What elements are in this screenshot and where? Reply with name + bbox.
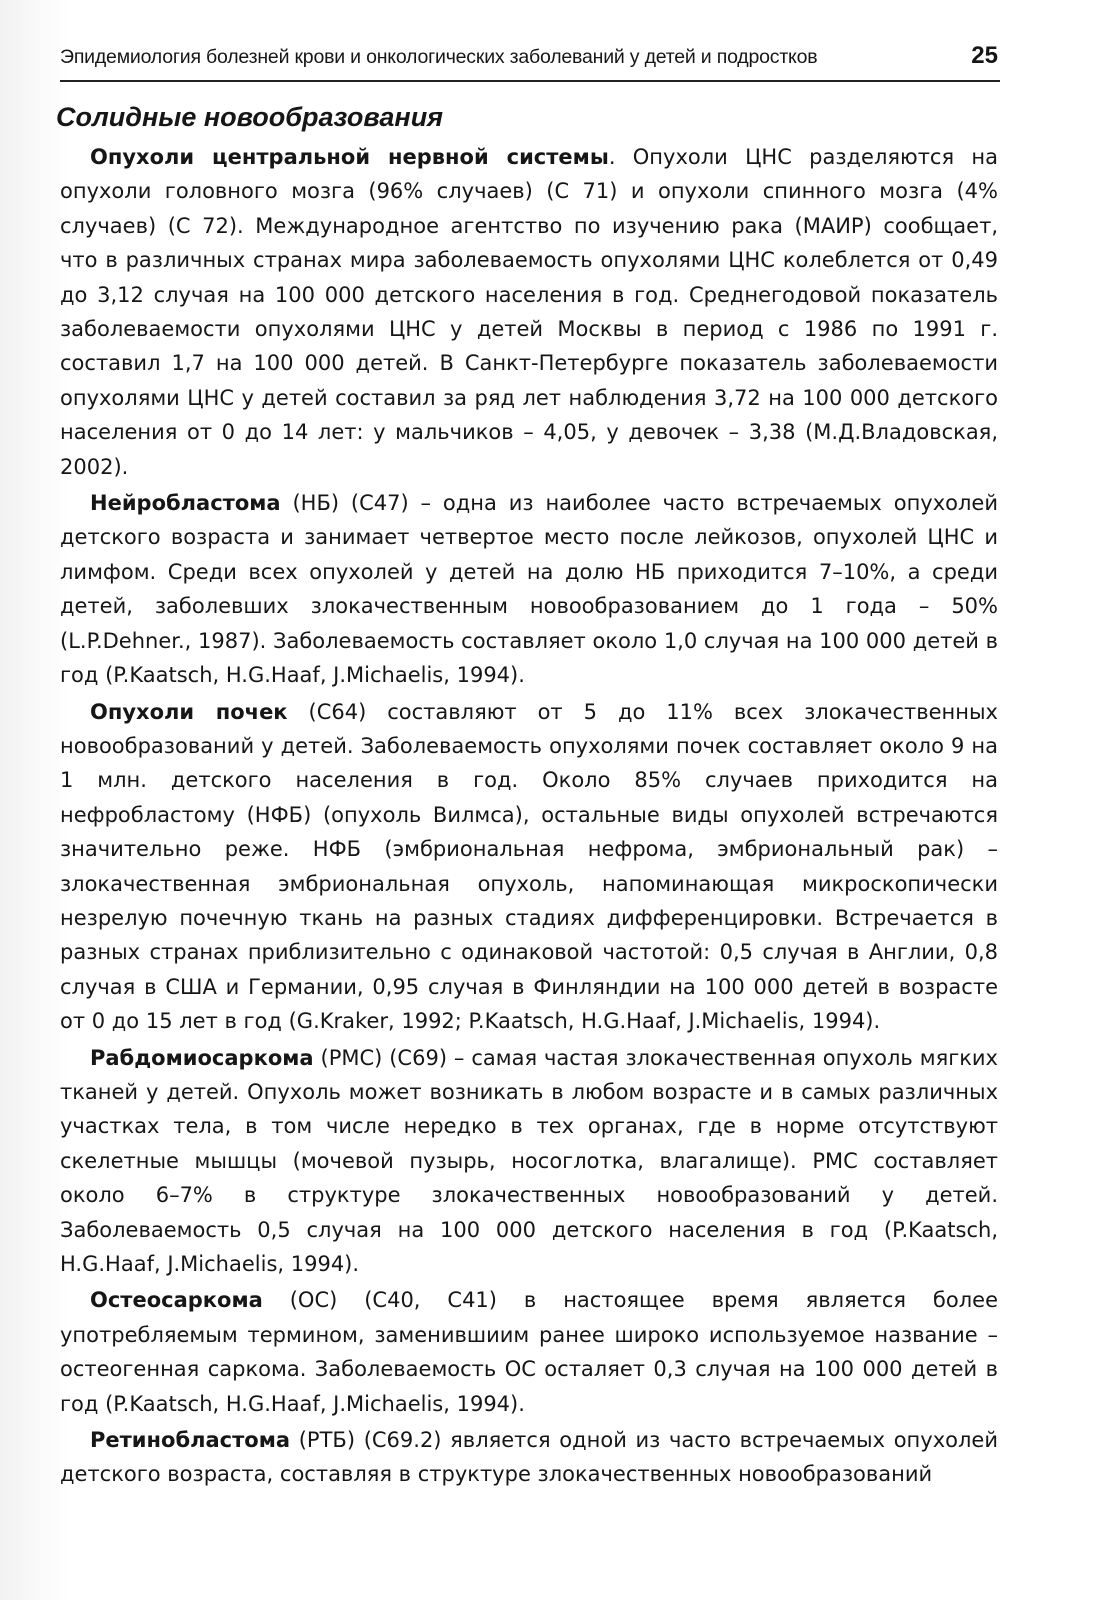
term-kidney-tumors: Опухоли почек xyxy=(90,699,288,724)
paragraph-text: (НБ) (С47) – одна из наиболее часто встречаемых опухолей детского возраста и занимает четвертое место после лейкозов, опухолей ЦНС и лимфом. Среди всех опухолей у детей на долю НБ приходится 7–10%, а среди детей, заболевших злокачественным новообразованием до 1 года – 50% (L.P.Dehner., 1987). Заболеваемость составляет около 1,0 случая на 100 000 детей в год (P.Kaatsch, H.G.Haaf, J.Michaelis, 1994). xyxy=(60,491,998,688)
paragraph-text: (ОС) (С40, С41) в настоящее время является более употребляемым термином, заменившиим ранее широко используемое название – остеогенная саркома. Заболеваемость ОС осталяет 0,3 случая на 100 000 детей в год (P.Kaatsch, H.G.Haaf, J.Michaelis, 1994). xyxy=(60,1288,998,1416)
paragraph-text: . Опухоли ЦНС разделяются на опухоли головного мозга (96% случаев) (С 71) и опухоли спинного мозга (4% случаев) (С 72). Международное агентство по изучению рака (МАИР) сообщает, что в различных странах мира заболеваемость опухолями ЦНС колеблется от 0,49 до 3,12 случая на 100 000 детского населения в год. Среднегодовой показатель заболеваемости опухолями ЦНС у детей Москвы в период с 1986 по 1991 г. составил 1,7 на 100 000 детей. В Санкт-Петербурге показатель заболеваемости опухолями ЦНС у детей составил за ряд лет наблюдения 3,72 на 100 000 детского населения от 0 до 14 лет: у мальчиков – 4,05, у девочек – 3,38 (М.Д.Владовская, 2002). xyxy=(60,145,998,479)
term-rhabdomyosarcoma: Рабдомиосаркома xyxy=(90,1045,314,1070)
paragraph-retinoblastoma xyxy=(60,1423,998,1492)
paragraph-rhabdomyosarcoma xyxy=(60,1041,998,1282)
paragraph-text: (РМС) (С69) – самая частая злокачественная опухоль мягких тканей у детей. Опухоль может возникать в любом возрасте и в самых различных участках тела, в том числе нередко в тех органах, где в норме отсутствуют скелетные мышцы (мочевой пузырь, носоглотка, влагалище). РМС составляет около 6–7% в структуре злокачественных новообразований у детей. Заболеваемость 0,5 случая на 100 000 детского населения в год (P.Kaatsch, H.G.Haaf, J.Michaelis, 1994). xyxy=(60,1045,998,1276)
term-cns-tumors: Опухоли центральной нервной системы xyxy=(90,145,609,169)
paragraph-text: (РТБ) (С69.2) является одной из часто встречаемых опухолей детского возраста, составляя в структуре злокачественных новообразований xyxy=(60,1428,998,1487)
paragraph-cns-tumors xyxy=(60,140,998,484)
section-heading: Солидные новообразования xyxy=(56,102,444,132)
paragraph-text: (С64) составляют от 5 до 11% всех злокачественных новообразований у детей. Заболеваемость опухолями почек составляет около 9 на 1 млн. детского населения в год. Около 85% случаев приходится на нефробластому (НФБ) (опухоль Вилмса), остальные виды опухолей встречаются значительно реже. НФБ (эмбриональная нефрома, эмбриональный рак) – злокачественная эмбриональная опухоль, напоминающая микроскопически незрелую почечную ткань на разных стадиях дифференцировки. Встречается в разных странах приблизительно с одинаковой частотой: 0,5 случая в Англии, 0,8 случая в США и Германии, 0,95 случая в Финляндии на 100 000 детей в возрасте от 0 до 15 лет в год (G.Kraker, 1992; P.Kaatsch, H.G.Haaf, J.Michaelis, 1994). xyxy=(60,699,998,1034)
page-number: 25 xyxy=(971,42,998,69)
running-header xyxy=(60,44,1000,82)
term-osteosarcoma: Остеосаркома xyxy=(90,1288,263,1313)
term-retinoblastoma: Ретинобластома xyxy=(90,1428,291,1453)
paragraph-osteosarcoma xyxy=(60,1283,998,1421)
term-neuroblastoma: Нейробластома xyxy=(90,491,281,516)
paragraph-kidney-tumors xyxy=(60,695,998,1039)
body-text xyxy=(60,140,998,1494)
running-title: Эпидемиология болезней крови и онкологических заболеваний у детей и подростков xyxy=(60,46,818,68)
paragraph-neuroblastoma xyxy=(60,486,998,692)
